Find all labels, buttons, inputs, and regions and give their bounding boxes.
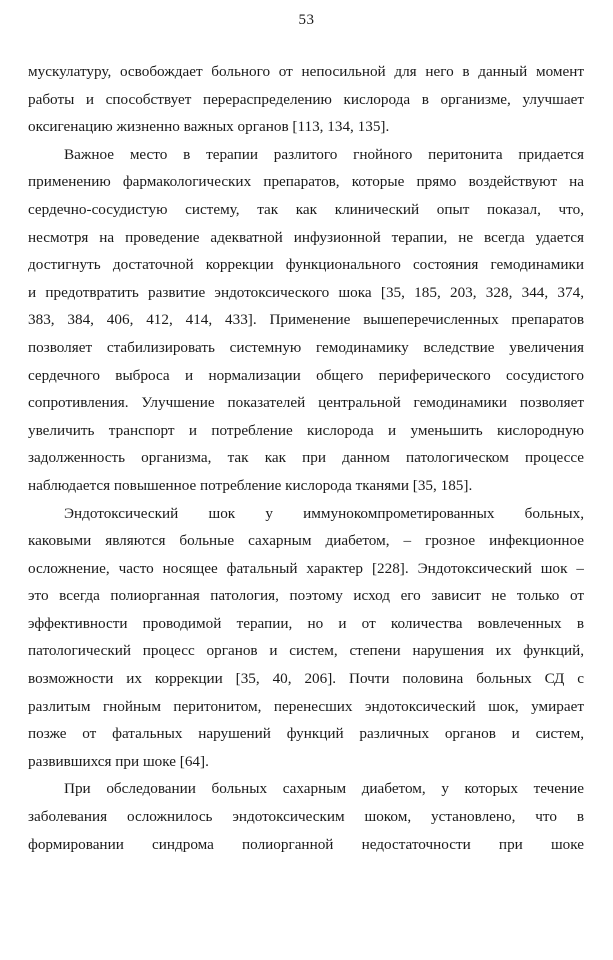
text-line: применению фармакологических препаратов, которые прямо воздействуют на	[28, 173, 584, 191]
text-line: работы и способствует перераспределению кислорода в организме, улучшает	[28, 90, 584, 108]
paragraph	[28, 775, 584, 858]
text-line: возможности их коррекции [35, 40, 206]. Почти половина больных СД с	[28, 670, 584, 688]
text-line: сердечно-сосудистую систему, так как клинический опыт показал, что,	[28, 200, 584, 218]
text-line: Эндотоксический шок у иммунокомпрометированных больных,	[64, 504, 584, 522]
paragraph	[28, 500, 584, 776]
text-line: это всегда полиорганная патология, поэтому исход его зависит не только от	[28, 587, 584, 605]
paragraph	[28, 58, 584, 141]
text-line: При обследовании больных сахарным диабетом, у которых течение	[64, 780, 584, 798]
text-line: наблюдается повышенное потребление кислорода тканями [35, 185].	[28, 476, 473, 494]
text-line: достигнуть достаточной коррекции функционального состояния гемодинамики	[28, 256, 584, 274]
text-line: развившихся при шоке [64].	[28, 752, 209, 770]
text-line: позже от фатальных нарушений функций различных органов и систем,	[28, 725, 584, 743]
text-line: 383, 384, 406, 412, 414, 433]. Применение вышеперечисленных препаратов	[28, 311, 584, 329]
paragraph	[28, 141, 584, 500]
text-line: мускулатуру, освобождает больного от непосильной для него в данный момент	[28, 63, 584, 80]
text-line: оксигенацию жизненно важных органов [113, 134, 135].	[28, 118, 390, 136]
text-line: и предотвратить развитие эндотоксического шока [35, 185, 203, 328, 344, 374,	[28, 283, 584, 301]
page-number: 53	[298, 12, 315, 28]
text-line: сердечного выброса и нормализации общего периферического сосудистого	[28, 366, 584, 384]
text-line: патологический процесс органов и систем, степени нарушения их функций,	[28, 642, 584, 660]
text-line: увеличить транспорт и потребление кислорода и уменьшить кислородную	[28, 421, 584, 439]
text-line: разлитым гнойным перитонитом, перенесших эндотоксический шок, умирает	[28, 697, 584, 715]
body-text	[28, 58, 584, 858]
text-line: осложнение, часто носящее фатальный характер [228]. Эндотоксический шок –	[28, 559, 584, 577]
text-line: несмотря на проведение адекватной инфузионной терапии, не всегда удается	[28, 228, 584, 246]
text-line: Важное место в терапии разлитого гнойного перитонита придается	[64, 145, 584, 163]
text-line: позволяет стабилизировать системную гемодинамику вследствие увеличения	[28, 338, 584, 356]
text-line: заболевания осложнилось эндотоксическим шоком, установлено, что в	[28, 808, 584, 826]
text-line: сопротивления. Улучшение показателей центральной гемодинамики позволяет	[28, 394, 584, 412]
text-line: эффективности проводимой терапии, но и от количества вовлеченных в	[28, 614, 584, 632]
text-line: задолженность организма, так как при данном патологическом процессе	[28, 449, 584, 467]
text-line: формировании синдрома полиорганной недостаточности при шоке	[28, 835, 584, 853]
text-line: каковыми являются больные сахарным диабетом, – грозное инфекционное	[28, 532, 584, 550]
